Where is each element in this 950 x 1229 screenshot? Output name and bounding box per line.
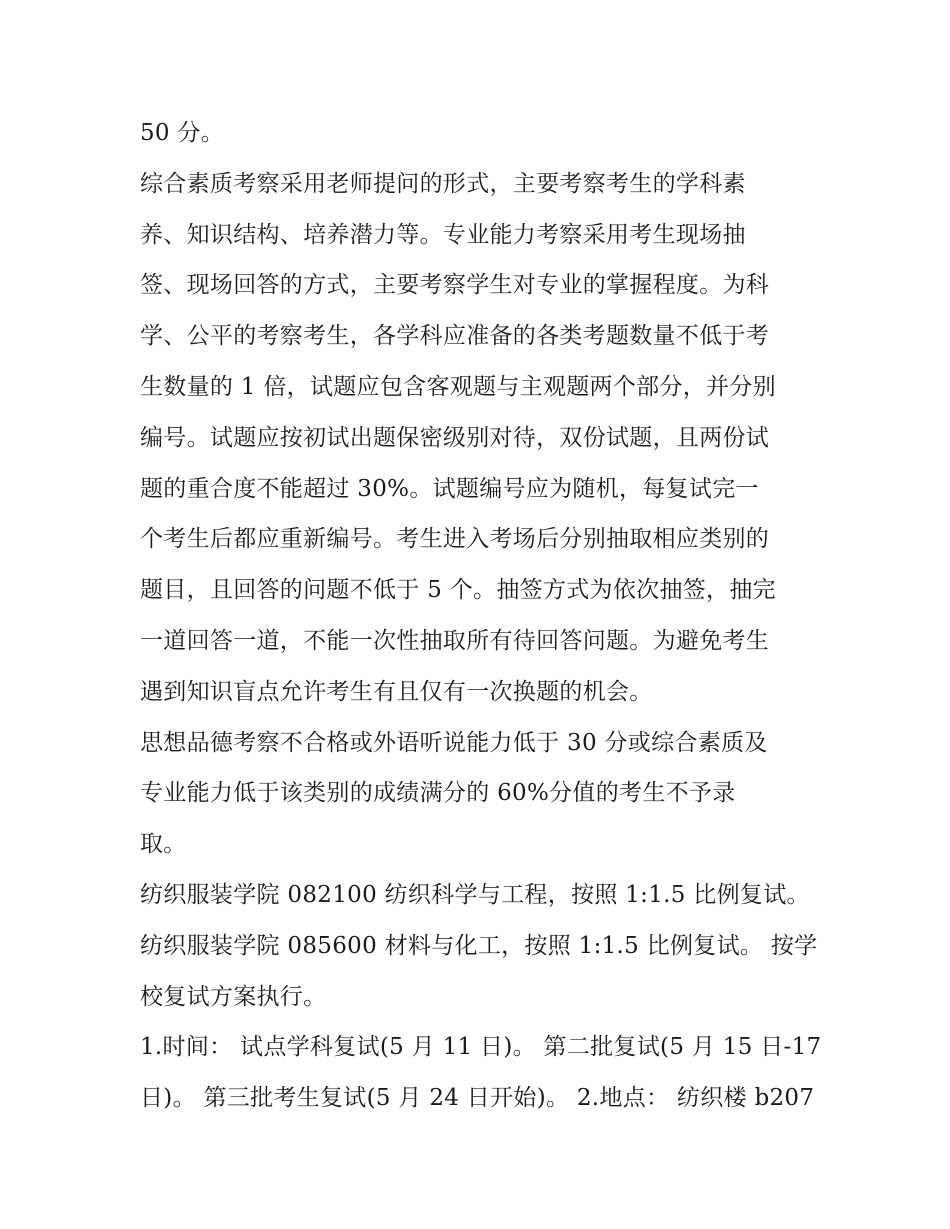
text-line: 编号。试题应按初试出题保密级别对待，双份试题，且两份试 — [140, 424, 770, 451]
text-line: 一道回答一道，不能一次性抽取所有待回答问题。为避免考生 — [140, 627, 770, 654]
text-line: 校复试方案执行。 — [140, 983, 327, 1010]
text-line: 养、知识结构、培养潜力等。专业能力考察采用考生现场抽 — [140, 221, 746, 248]
text-line: 题的重合度不能超过 30%。试题编号应为随机，每复试完一 — [140, 475, 759, 502]
text-line: 日)。 第三批考生复试(5 月 24 日开始)。 2.地点： 纺织楼 b207 — [140, 1085, 815, 1112]
text-line: 思想品德考察不合格或外语听说能力低于 30 分或综合素质及 — [140, 729, 768, 756]
text-line: 学、公平的考察考生，各学科应准备的各类考题数量不低于考 — [140, 323, 770, 350]
text-line: 遇到知识盲点允许考生有且仅有一次换题的机会。 — [140, 678, 653, 705]
text-line: 综合素质考察采用老师提问的形式，主要考察考生的学科素 — [140, 170, 746, 197]
text-line: 题目，且回答的问题不低于 5 个。抽签方式为依次抽签，抽完 — [140, 577, 776, 604]
text-line: 签、现场回答的方式，主要考察学生对专业的掌握程度。为科 — [140, 272, 770, 299]
text-line: 纺织服装学院 085600 材料与化工，按照 1:1.5 比例复试。 按学 — [140, 932, 818, 959]
text-line: 生数量的 1 倍，试题应包含客观题与主观题两个部分，并分别 — [140, 373, 776, 400]
text-line: 专业能力低于该类别的成绩满分的 60%分值的考生不予录 — [140, 780, 736, 807]
text-line: 1.时间： 试点学科复试(5 月 11 日)。 第二批复试(5 月 15 日-17 — [140, 1034, 822, 1061]
text-line: 纺织服装学院 082100 纺织科学与工程，按照 1:1.5 比例复试。 — [140, 881, 810, 908]
text-line: 取。 — [140, 831, 187, 858]
text-line: 个考生后都应重新编号。考生进入考场后分别抽取相应类别的 — [140, 526, 770, 553]
document-body — [140, 108, 820, 1124]
text-line: 50 分。 — [140, 120, 225, 146]
